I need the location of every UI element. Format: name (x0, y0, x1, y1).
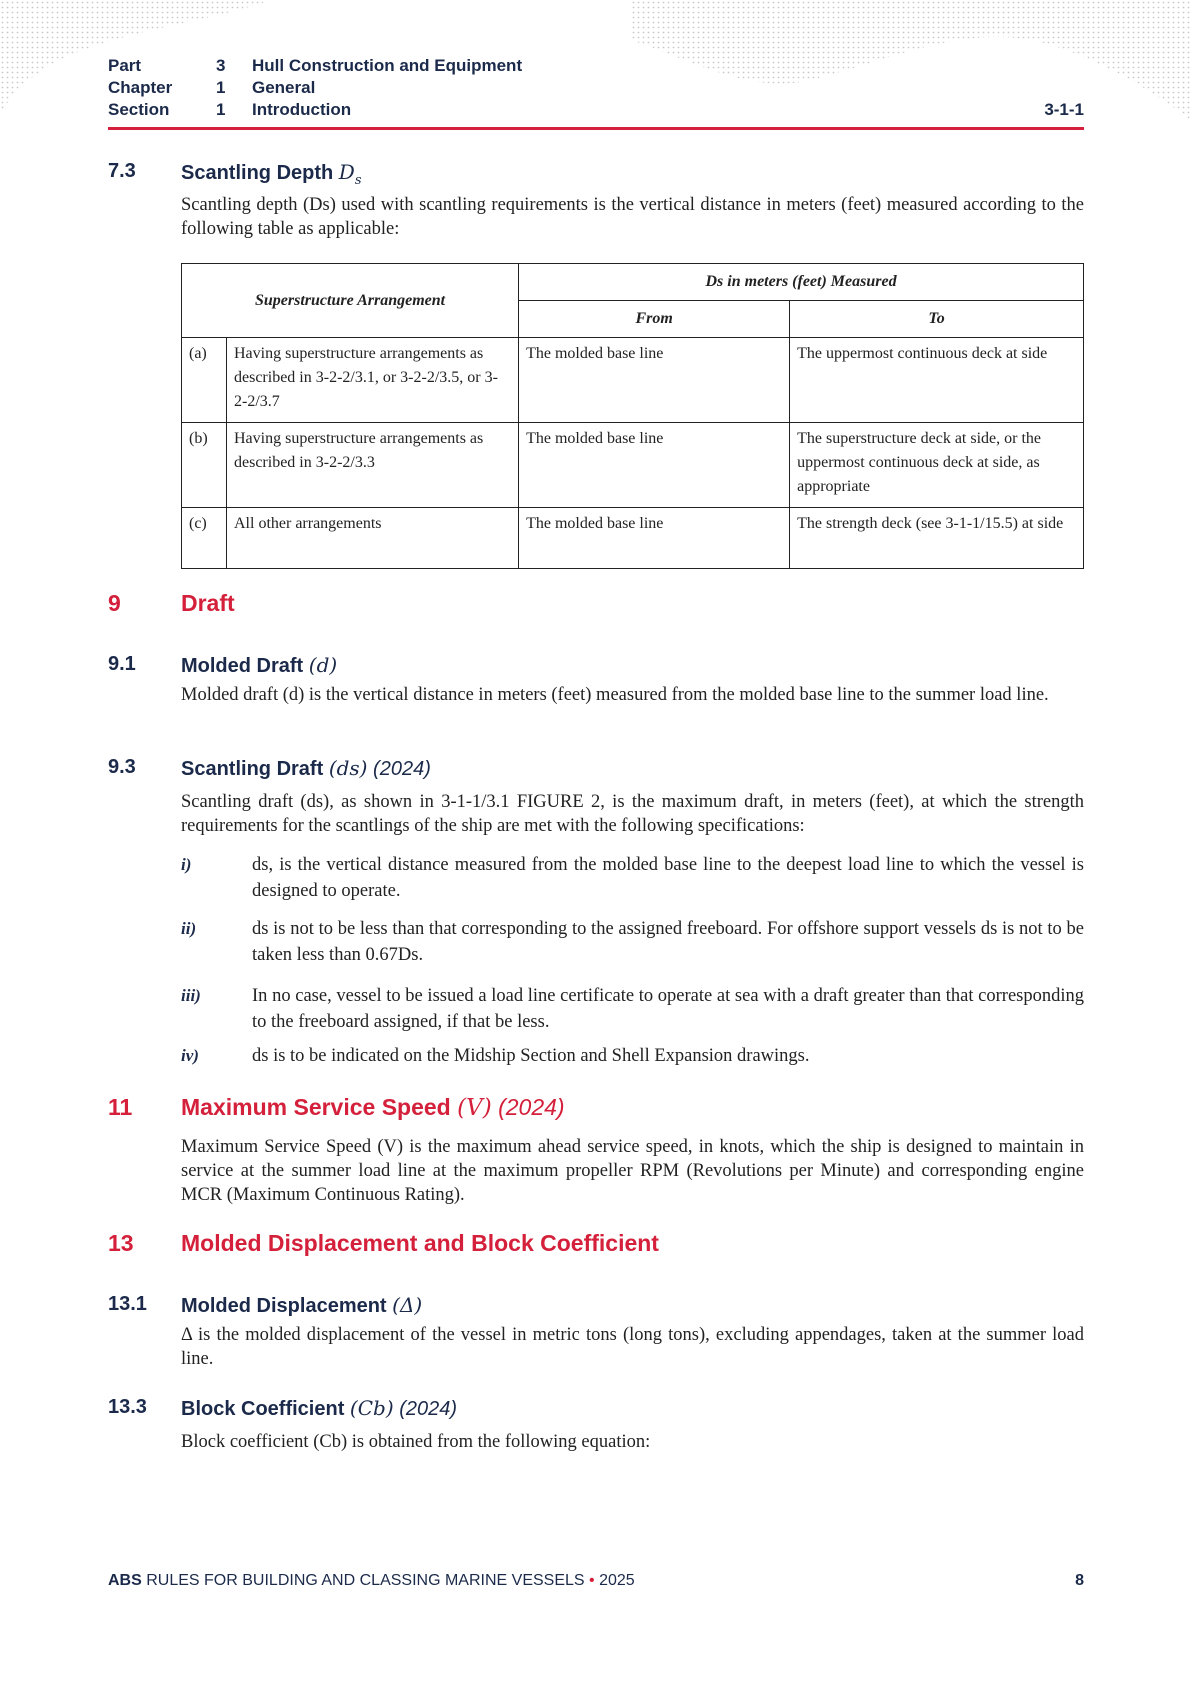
symbol: $D_s$ (338, 160, 362, 188)
section-label: Section (108, 100, 170, 119)
section-reference: 3-1-1 (1044, 100, 1084, 119)
col-header-from: From (519, 301, 790, 338)
list-item: ii) ds is not to be less than that corresponding to the assigned freeboard. For offshore support vessels ds is not to be taken less than 0.67Ds. (181, 919, 1084, 965)
table-row: (c) All other arrangements The molded base line The strength deck (see 3-1-1/15.5) at side (182, 508, 1084, 569)
part-title: Hull Construction and Equipment (252, 56, 523, 75)
header-rule (108, 127, 1084, 130)
chapter-number: 1 (216, 78, 226, 97)
paragraph-13-1: Δ is the molded displacement of the vessel in metric tons (long tons), excluding appendages, taken at the summer load line. (181, 1325, 1084, 1369)
paragraph-7-3: Scantling depth (Ds) used with scantling requirements is the vertical distance in meters (feet) measured according to the following table as applicable: (181, 195, 1084, 239)
table-row: (a) Having superstructure arrangements as described in 3-2-2/3.1, or 3-2-2/3.5, or 3-2-2/3.7 The molded base line The uppermost continuous deck at side (182, 338, 1084, 423)
footer-separator: • (589, 1572, 595, 1589)
page-number: 8 (1075, 1572, 1084, 1589)
paragraph-13-3: Block coefficient (Cb) is obtained from the following equation: (181, 1432, 651, 1452)
scantling-depth-table (181, 263, 1084, 569)
footer-year: 2025 (599, 1572, 635, 1589)
footer-brand: ABS (108, 1572, 142, 1589)
running-header (108, 56, 1084, 122)
section-title: Introduction (252, 100, 352, 119)
footer-title: RULES FOR BUILDING AND CLASSING MARINE VESSELS (146, 1572, 585, 1589)
list-item: i) ds, is the vertical distance measured from the molded base line to the deepest load line to which the vessel is designed to operate. (181, 855, 1084, 901)
paragraph-11: Maximum Service Speed (V) is the maximum ahead service speed, in knots, which the ship is designed to maintain in service at the summer load line at the maximum propeller RPM (Revolutions per Minute) and corresponding engine MCR (Maximum Continuous Rating). (181, 1137, 1084, 1205)
page-footer (108, 1572, 1084, 1590)
list-item: iv) ds is to be indicated on the Midship Section and Shell Expansion drawings. (181, 1046, 810, 1066)
part-label: Part (108, 56, 142, 75)
col-header-measured: Ds in meters (feet) Measured (519, 264, 1084, 301)
paragraph-9-1: Molded draft (d) is the vertical distance in meters (feet) measured from the molded base line to the summer load line. (181, 685, 1049, 705)
table-row: (b) Having superstructure arrangements as described in 3-2-2/3.3 The molded base line The superstructure deck at side, or the uppermost continuous deck at side, as appropriate (182, 423, 1084, 508)
chapter-title: General (252, 78, 316, 97)
col-header-arrangement: Superstructure Arrangement (182, 264, 519, 338)
part-number: 3 (216, 56, 226, 75)
chapter-label: Chapter (108, 78, 173, 97)
col-header-to: To (790, 301, 1084, 338)
section-number: 1 (216, 100, 226, 119)
list-item: iii) In no case, vessel to be issued a load line certificate to operate at sea with a draft greater than that corresponding to the freeboard assigned, if that be less. (181, 986, 1084, 1032)
paragraph-9-3: Scantling draft (ds), as shown in 3-1-1/3.1 FIGURE 2, is the maximum draft, in meters (feet), at which the strength requirements for the scantlings of the ship are met with the following specifications: (181, 792, 1084, 836)
